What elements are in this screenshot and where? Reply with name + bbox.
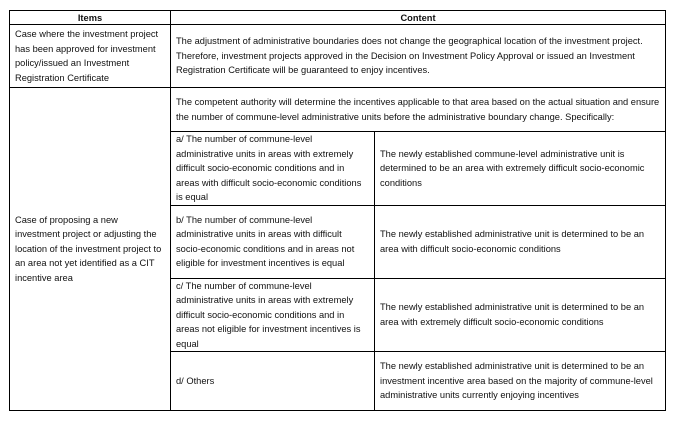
condition-cell: a/ The number of commune-level administrative units in areas with extremely difficult socio-economic conditions and in areas with difficult socio-economic conditions is equal [171,132,375,206]
table-row [10,25,666,88]
condition-cell: c/ The number of commune-level administrative units in areas with extremely difficult socio-economic conditions and in areas not eligible for investment incentives is equal [171,278,375,352]
header-content: Content [171,11,666,25]
item-cell: Case where the investment project has been approved for investment policy/issued an Investment Registration Certificate [10,25,171,88]
header-row [10,11,666,25]
content-intro-cell: The competent authority will determine the incentives applicable to that area based on the actual situation and ensure the number of commune-level administrative units before the administrative boundary change. Specifically: [171,88,666,132]
result-cell: The newly established administrative unit is determined to be an area with extremely difficult socio-economic conditions [375,278,666,352]
result-cell: The newly established administrative unit is determined to be an investment incentive area based on the majority of commune-level administrative units currently enjoying incentives [375,352,666,411]
result-cell: The newly established administrative unit is determined to be an area with difficult socio-economic conditions [375,205,666,278]
content-cell: The adjustment of administrative boundaries does not change the geographical location of the investment project. Therefore, investment projects approved in the Decision on Investment Policy Approval or issued an Investment Registration Certificate will be guaranteed to enjoy incentives. [171,25,666,88]
condition-cell: b/ The number of commune-level administrative units in areas with difficult socio-economic conditions and in areas not eligible for investment incentives is equal [171,205,375,278]
incentives-table [9,10,666,411]
table-row [10,88,666,132]
header-items: Items [10,11,171,25]
result-cell: The newly established commune-level administrative unit is determined to be an area with extremely difficult socio-economic conditions [375,132,666,206]
item-cell: Case of proposing a new investment project or adjusting the location of the investment project to an area not yet identified as a CIT incentive area [10,88,171,411]
condition-cell: d/ Others [171,352,375,411]
